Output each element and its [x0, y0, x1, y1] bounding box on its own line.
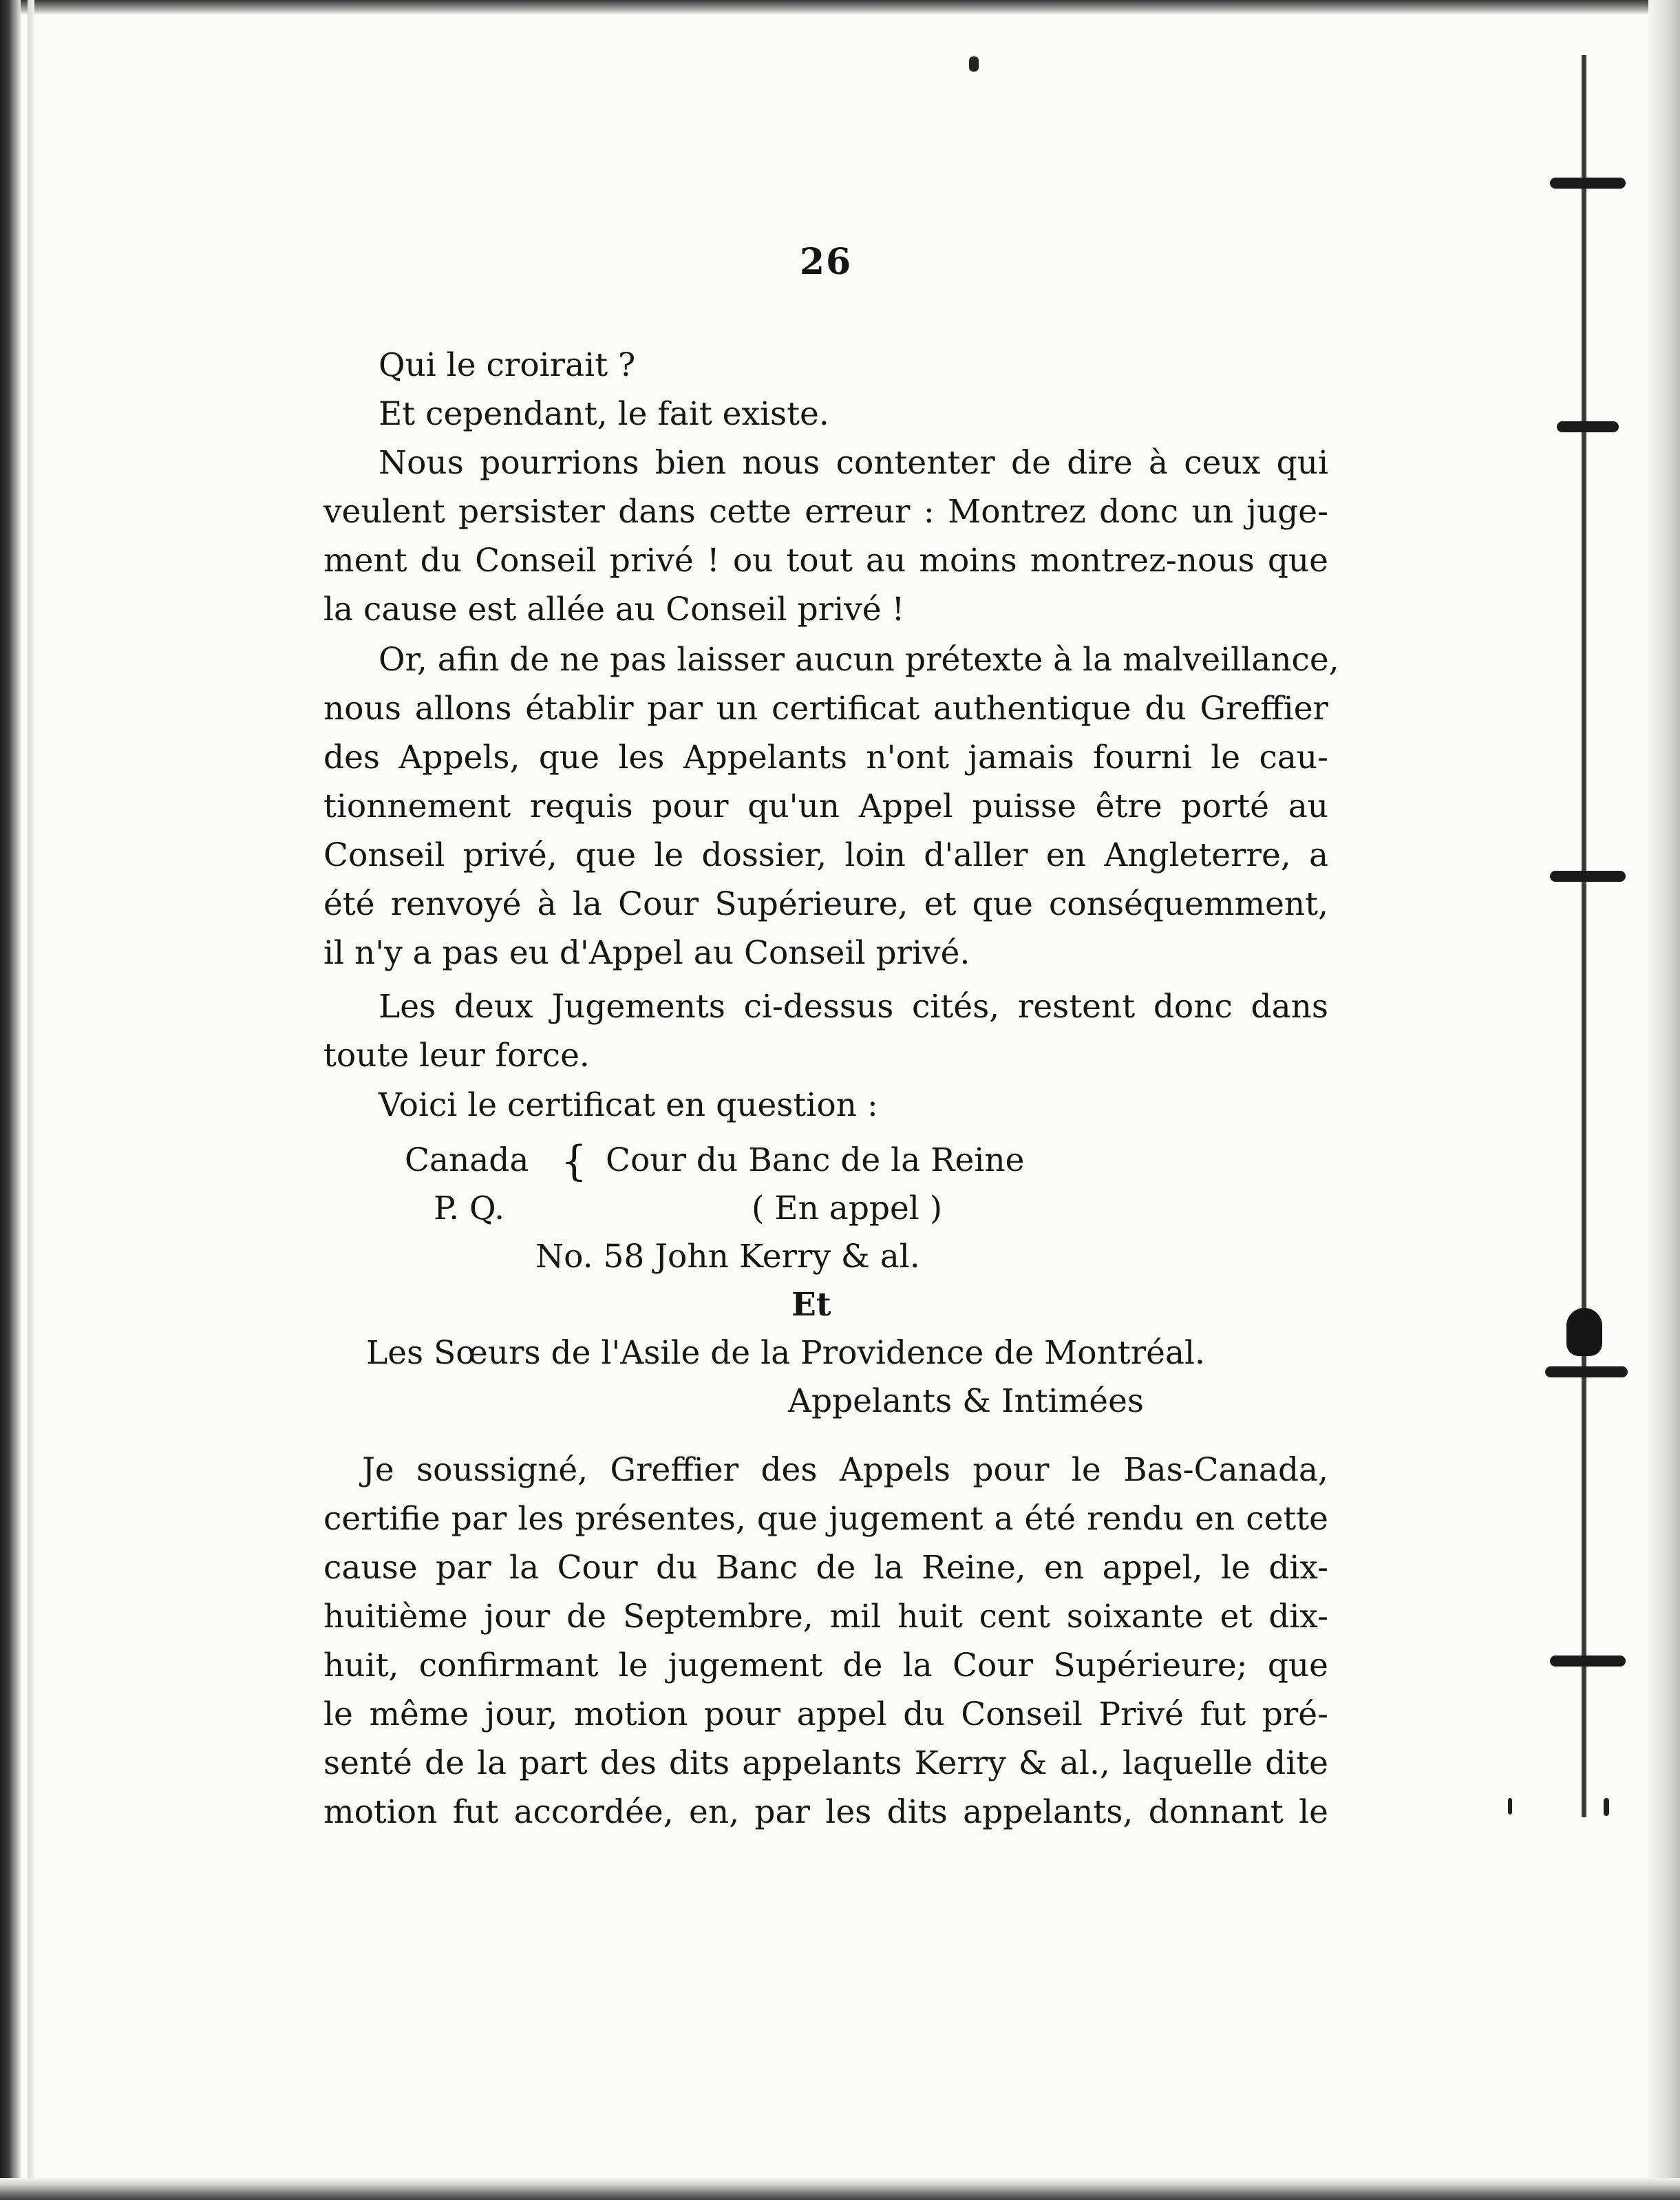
text-line: nous allons établir par un certificat authentique du Greffier	[323, 690, 1328, 728]
ink-speck	[1604, 1798, 1609, 1816]
text-line: la cause est allée au Conseil privé !	[323, 591, 905, 628]
text-line: Qui le croirait ?	[379, 346, 636, 384]
text-line: Et cependant, le fait existe.	[379, 395, 829, 433]
text-line: senté de la part des dits appelants Kerry & al., laquelle dite	[323, 1744, 1328, 1782]
cert-et: Et	[791, 1286, 831, 1324]
cert-court: Cour du Banc de la Reine	[606, 1141, 1025, 1179]
cert-place-canada: Canada	[405, 1141, 529, 1179]
binding-stitch	[1550, 1656, 1626, 1667]
scan-left-margin-shade	[28, 0, 34, 2200]
text-line: Or, afin de ne pas laisser aucun prétexte à la malveillance,	[379, 641, 1339, 679]
ink-speck	[1508, 1798, 1512, 1815]
scan-right-shadow	[1648, 0, 1680, 2200]
text-line: veulent persister dans cette erreur : Montrez donc un juge-	[323, 493, 1328, 531]
text-line: Voici le certificat en question :	[379, 1086, 878, 1124]
paragraph-fact	[323, 390, 1328, 438]
cert-case-line: No. 58 John Kerry & al.	[535, 1238, 920, 1276]
cert-place-pq: P. Q.	[434, 1189, 505, 1227]
text-line: il n'y a pas eu d'Appel au Conseil privé.	[323, 934, 970, 972]
binding-thread-line	[1582, 55, 1586, 1817]
paragraph-challenge	[323, 438, 1328, 634]
certificate-body	[323, 1446, 1328, 1837]
text-line: Nous pourrions bien nous contenter de dire à ceux qui	[379, 444, 1328, 482]
binding-stitch	[1550, 871, 1626, 882]
scan-bottom-edge	[0, 2178, 1680, 2200]
text-line: motion fut accordée, en, par les dits appelants, donnant le	[323, 1793, 1328, 1831]
text-line: des Appels, que les Appelants n'ont jamais fourni le cau-	[323, 739, 1328, 776]
cert-parties-label: Appelants & Intimées	[788, 1382, 1145, 1420]
text-line: Conseil privé, que le dossier, loin d'aller en Angleterre, a	[323, 836, 1328, 874]
scan-top-edge	[0, 0, 1680, 15]
scan-left-edge	[0, 0, 21, 2200]
paragraph-judgements	[323, 982, 1328, 1080]
text-line: le même jour, motion pour appel du Conseil Privé fut pré-	[323, 1695, 1328, 1733]
text-line: cause par la Cour du Banc de la Reine, en appel, le dix-	[323, 1549, 1328, 1587]
paragraph-certificate-intro	[323, 635, 1339, 977]
text-line: huit, confirmant le jugement de la Cour Supérieure; que	[323, 1647, 1328, 1684]
cert-appeal: ( En appel )	[752, 1189, 943, 1227]
binding-stitch	[1545, 1366, 1628, 1377]
text-line: Les deux Jugements ci-dessus cités, restent donc dans	[379, 988, 1328, 1026]
text-line: tionnement requis pour qu'un Appel puisse être porté au	[323, 787, 1328, 825]
cert-respondent: Les Sœurs de l'Asile de la Providence de Montréal.	[366, 1334, 1205, 1372]
text-line: ment du Conseil privé ! ou tout au moins montrez-nous que	[323, 542, 1328, 580]
page-number: 26	[799, 241, 853, 283]
paragraph-voici	[323, 1081, 1328, 1130]
brace-glyph: {	[561, 1137, 588, 1185]
text-line: Je soussigné, Greffier des Appels pour le Bas-Canada,	[362, 1451, 1328, 1489]
text-line: huitième jour de Septembre, mil huit cent soixante et dix-	[323, 1598, 1328, 1636]
binding-stitch	[1557, 421, 1619, 432]
certificate-header	[323, 1136, 1328, 1425]
ink-speck	[969, 56, 979, 72]
text-line: toute leur force.	[323, 1037, 590, 1075]
paragraph-question	[323, 341, 1328, 390]
binding-knot	[1566, 1308, 1602, 1356]
text-line: certifie par les présentes, que jugement a été rendu en cette	[323, 1500, 1328, 1538]
text-line: été renvoyé à la Cour Supérieure, et que conséquemment,	[323, 885, 1328, 923]
binding-stitch	[1550, 178, 1626, 189]
